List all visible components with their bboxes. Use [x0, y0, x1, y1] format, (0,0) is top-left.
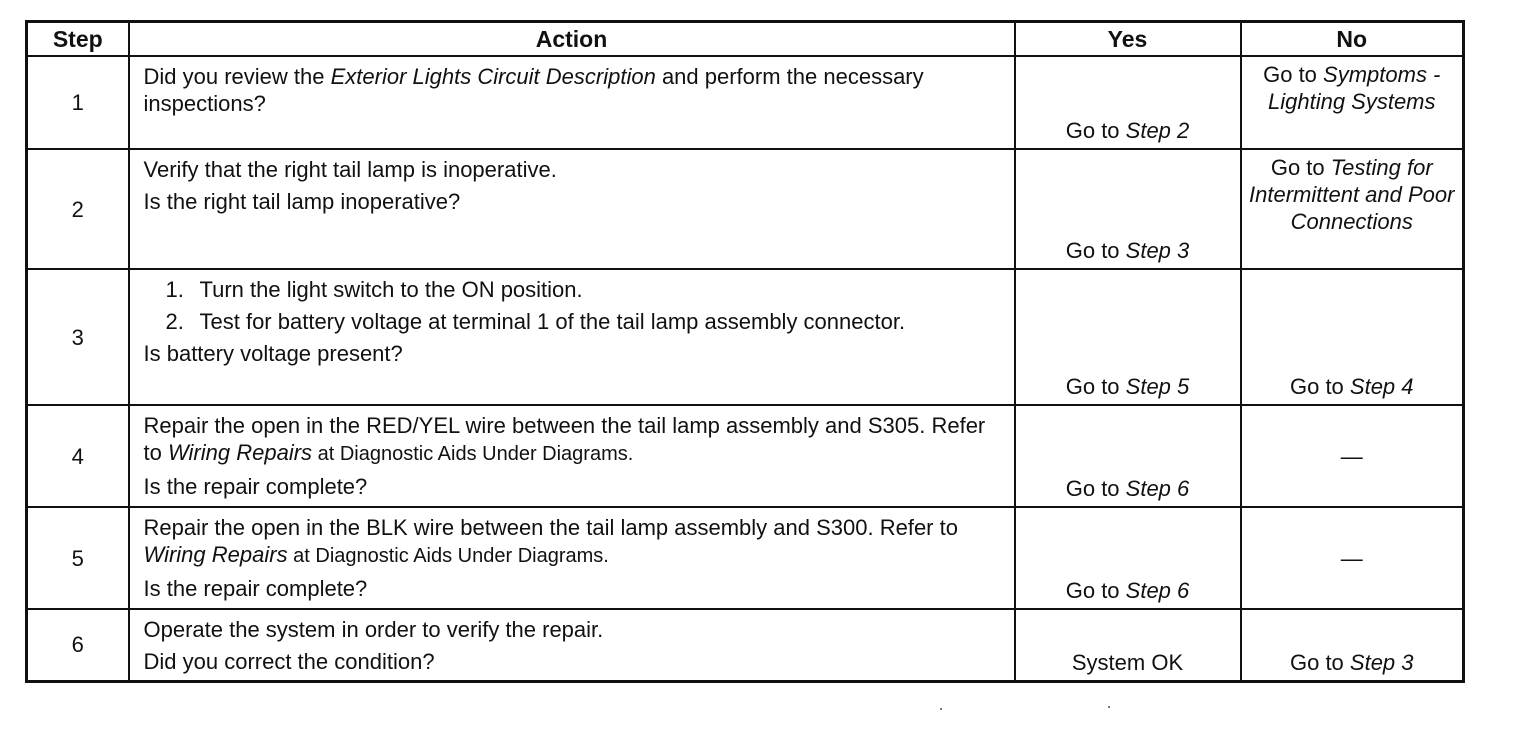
table-row — [27, 56, 1464, 149]
yes-cell: System OK — [1015, 609, 1241, 681]
action-question: Did you correct the condition? — [143, 649, 435, 674]
table-row — [27, 269, 1464, 405]
action-cell — [129, 56, 1015, 149]
no-cell: Go to Step 4 — [1241, 269, 1464, 405]
step-number: 4 — [27, 405, 129, 507]
no-cell: Go to Testing for Intermittent and Poor Connections — [1241, 149, 1464, 269]
step-number: 3 — [27, 269, 129, 405]
step-number: 2 — [27, 149, 129, 269]
header-row — [27, 22, 1464, 57]
action-cell — [129, 507, 1015, 609]
no-cell: — — [1241, 405, 1464, 507]
list-item: 1. Turn the light switch to the ON position. — [165, 277, 583, 302]
action-question: Is battery voltage present? — [143, 341, 403, 366]
action-text: Repair the open in the RED/YEL wire between the tail lamp assembly and S305. Refer to Wiring Repairs at Diagnostic Aids Under Diagrams. — [143, 413, 986, 465]
table-row — [27, 149, 1464, 269]
table-row — [27, 405, 1464, 507]
header-yes: Yes — [1015, 22, 1241, 57]
yes-cell: Go to Step 6 — [1015, 405, 1241, 507]
header-step: Step — [27, 22, 129, 57]
action-cell — [129, 405, 1015, 507]
action-question: Is the right tail lamp inoperative? — [143, 189, 461, 214]
header-action: Action — [129, 22, 1015, 57]
yes-cell: Go to Step 6 — [1015, 507, 1241, 609]
step-number: 6 — [27, 609, 129, 681]
step-number: 5 — [27, 507, 129, 609]
yes-cell: Go to Step 2 — [1015, 56, 1241, 149]
action-text: Repair the open in the BLK wire between the tail lamp assembly and S300. Refer to Wiring Repairs at Diagnostic Aids Under Diagrams. — [143, 515, 958, 567]
table-row — [27, 507, 1464, 609]
action-question: Is the repair complete? — [143, 576, 368, 601]
action-cell — [129, 609, 1015, 681]
no-cell: Go to Step 3 — [1241, 609, 1464, 681]
header-no: No — [1241, 22, 1464, 57]
yes-cell: Go to Step 3 — [1015, 149, 1241, 269]
list-item: 2. Test for battery voltage at terminal 1 of the tail lamp assembly connector. — [165, 309, 906, 334]
action-text: Operate the system in order to verify the repair. — [143, 617, 604, 642]
action-cell — [129, 269, 1015, 405]
action-question: Is the repair complete? — [143, 474, 368, 499]
table-row — [27, 609, 1464, 681]
diagnostic-table — [25, 20, 1465, 683]
scan-speck — [1108, 706, 1110, 708]
action-cell — [129, 149, 1015, 269]
no-cell: — — [1241, 507, 1464, 609]
yes-cell: Go to Step 5 — [1015, 269, 1241, 405]
action-text: Verify that the right tail lamp is inoperative. — [143, 157, 557, 182]
scan-speck — [940, 708, 942, 710]
no-cell: Go to Symptoms - Lighting Systems — [1241, 56, 1464, 149]
step-number: 1 — [27, 56, 129, 149]
action-text: Did you review the Exterior Lights Circuit Description and perform the necessary inspections? — [143, 64, 924, 116]
